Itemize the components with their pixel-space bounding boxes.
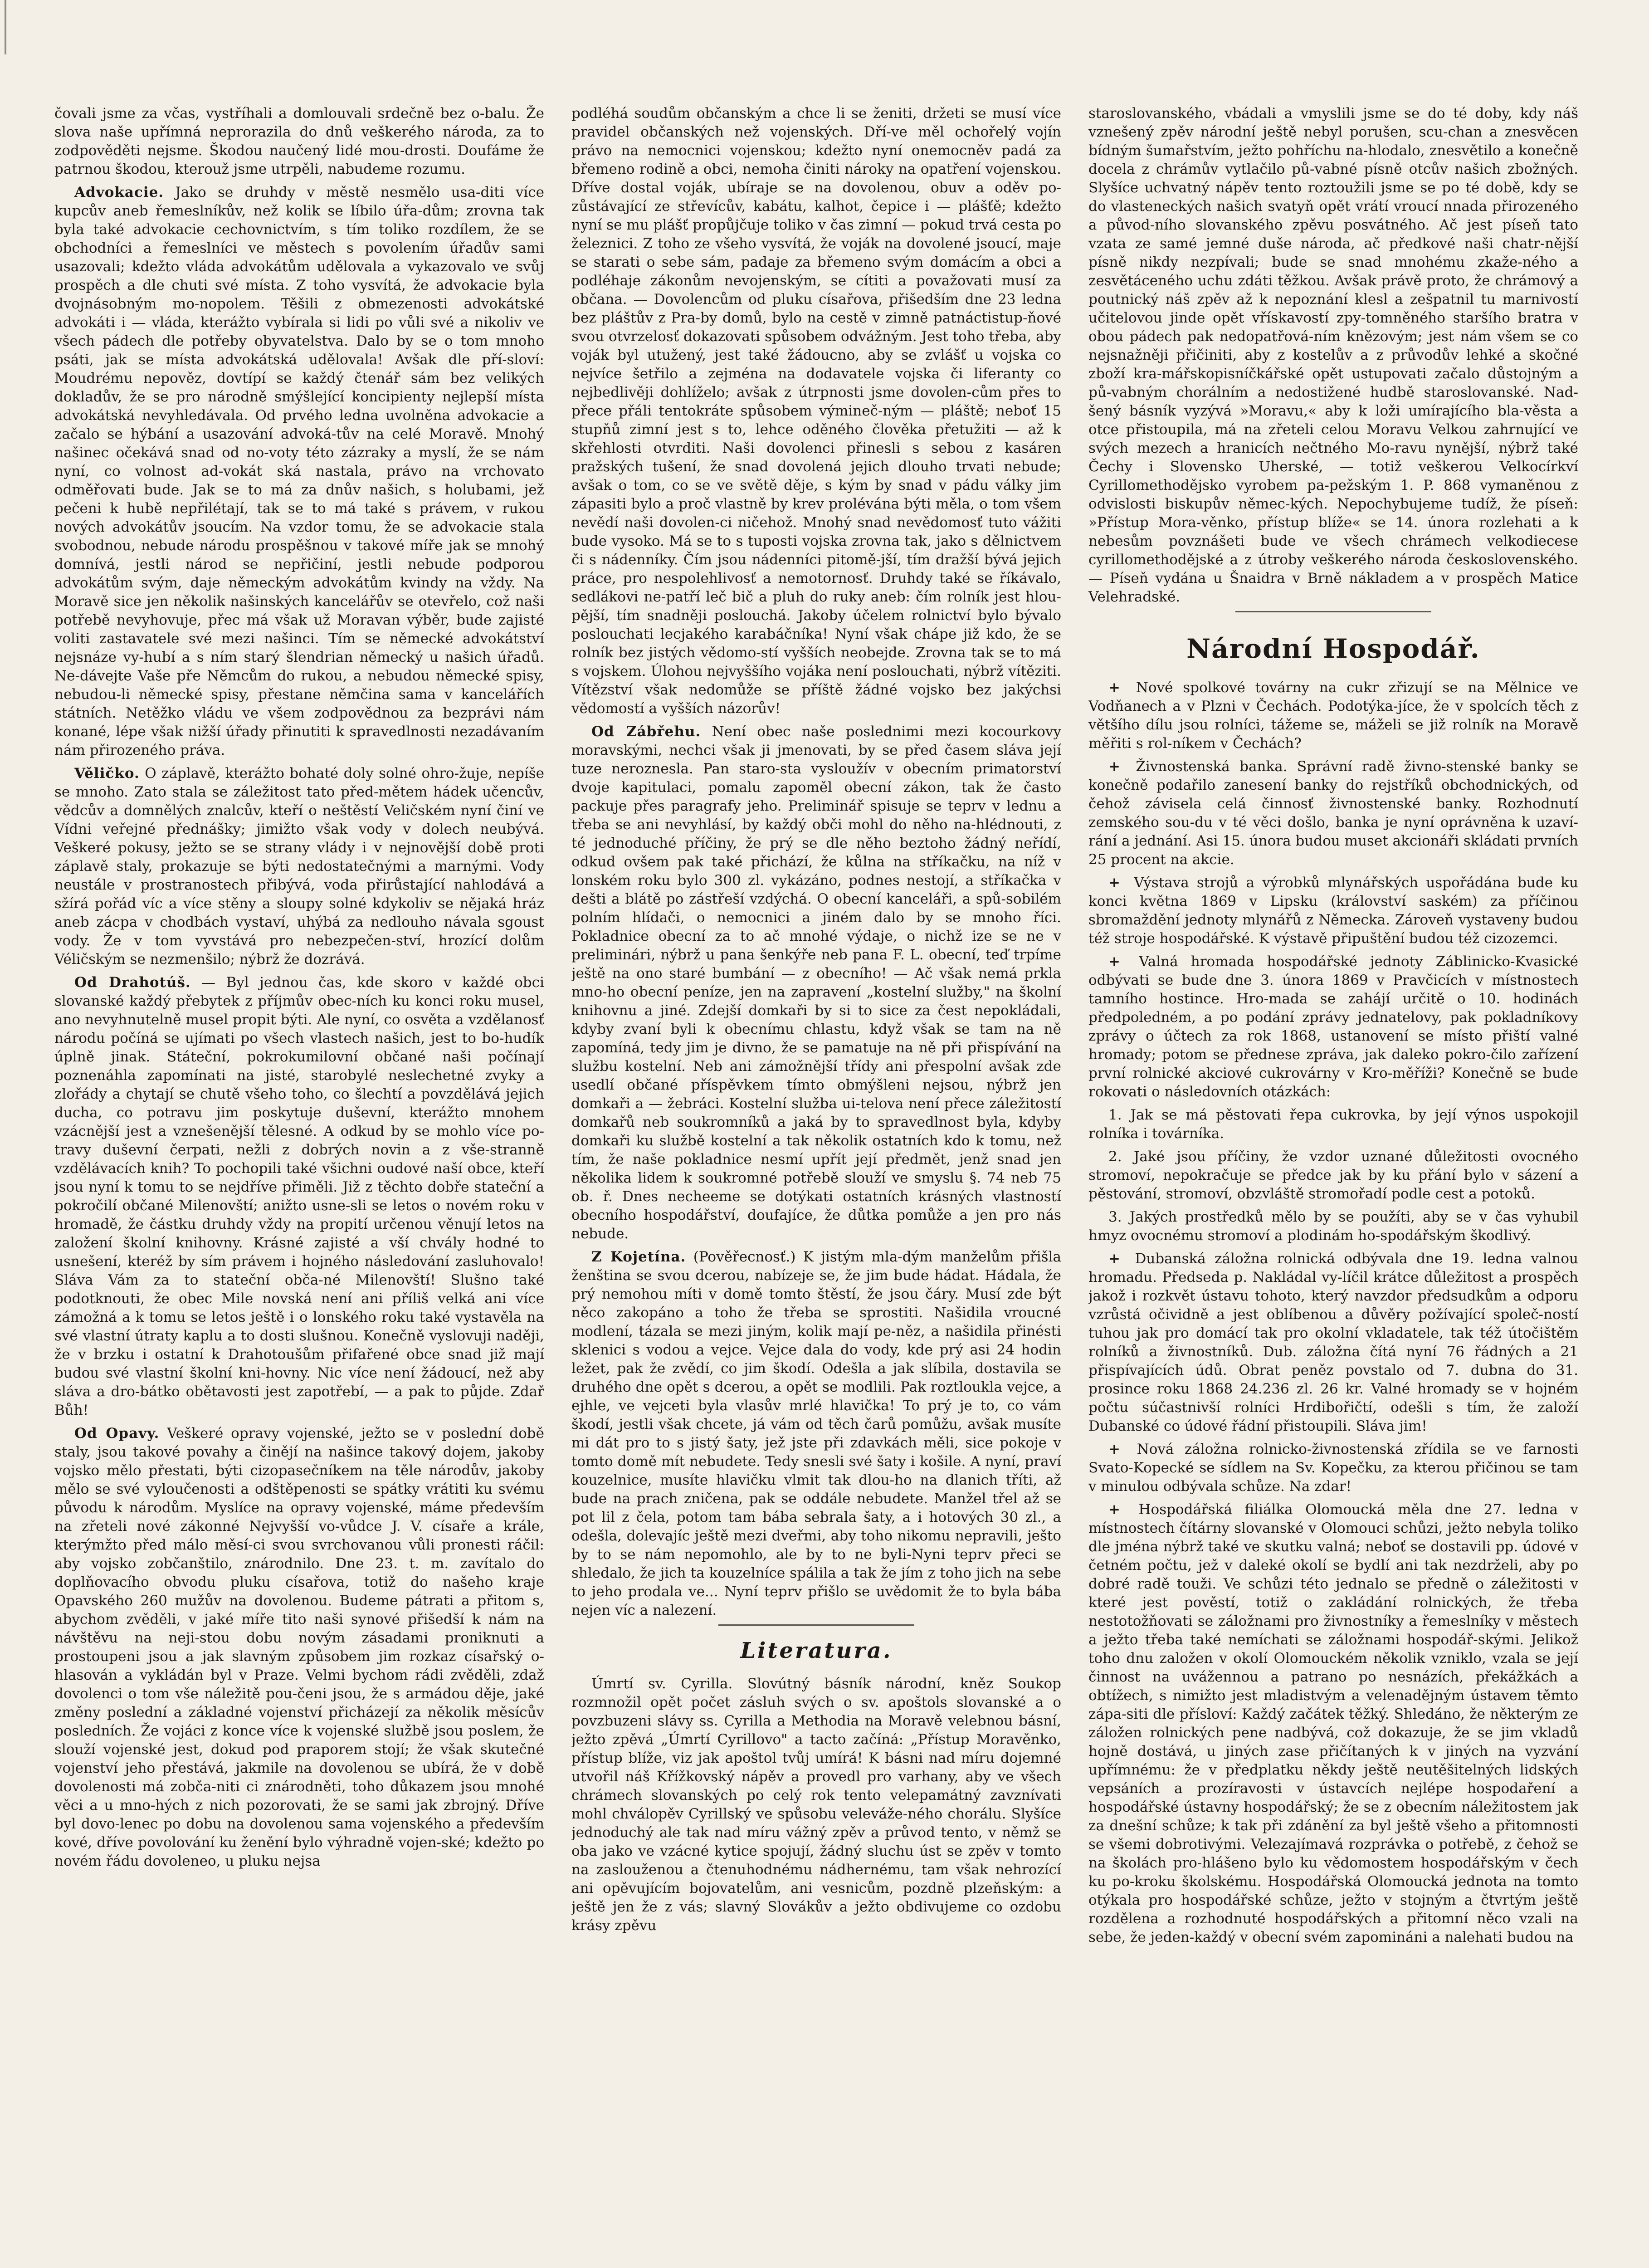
- article-paragraph: [571, 1248, 1061, 1620]
- article-text: O záplavě, kterážto bohaté doly solné ohro-žuje, nepíše se mnoho. Zato stala se záležitost tato před-mětem hádek učencův, vědcův a domnělých znalcův, kteří o neštěstí Veličském nyní činí ve Vídni veřejné přednášky; jimižto však vody v dolech neubývá. Veškeré pokusy, ježto se se strany vlády i v nejnovější době proti záplavě staly, prokazuje se býti nedostatečnými a marnými. Vody neustále v prostranostech přibývá, voda přirůstající nahlodává a sžírá pořád víc a více stěny a sloupy solné kdykoliv se nějaká hráz aneb zácpa v chodbách vystaví, uhýbá za nedlouho návala sgoust vody. Že v tom vyvstává pro nebezpečen-ství, hrozící dolům Véličským se nezmenšilo; nýbrž že dozrává.: [54, 765, 544, 968]
- article-text: Jako se druhdy v městě nesmělo usa-diti více kupcův aneb řemeslníkův, než kolik se líbilo úřa-dům; zrovna tak byla také advokacie cechovnictvím, s tím toliko rozdílem, že se obchodníci a řemeslníci ve městech s povolením úřadův sami usazovali; kdežto vláda advokátům udělovala a vykazovalo ve svůj prospěch a dle chuti své místa. Z toho vysvítá, že advokacie byla dvojnásobným mo-nopolem. Těšili z obmezenosti advokátské advokáti i — vláda, kterážto vybírala si lidi po vůli své a nikoliv ve všech pádech dle potřeby obyvatelstva. Dalo by se o tom mnoho psáti, jak se místa advokátská udělovala! Avšak dle pří-sloví: Moudrému nepověz, dovtípí se každý čtenář sám bez velikých dokladův, že se pro národně smýšlející koncipienty nejlepší místa advokátská nevyhledávala. Od prvého ledna uvolněna advokacie a začalo se hýbání a usazování advoká-tův na celé Moravě. Mnohý našinec očekává snad od no-voty této zázraky a myslí, že se nám nyní, co volnost ad-vokát ská nastala, právo na vrchovato odměřovati bude. Jak se to má za dnův našich, s holubami, jež pečeni k hubě nepřilétají, tak se to má také s právem, v rukou nových advokátův jsoucím. Na vzdor tomu, že se advokacie stala svobodnou, nebude národu prospěšnou v takové míře jak se mnohý domnívá, jestli národ se nepřičiní, jestli nebude podporou advokátům svým, daje německým advokátům kvindy na vždy. Na Moravě sice jen několik našinských kancelářův se otevřelo, což naši potřebě nevyhovuje, přec má však už Moravan výběr, bude zajisté voliti zastavatele své mezi našinci. Tím se německé advokátství nejsnáze vy-hubí a s ním starý šlendrian německý u našich úřadů. Ne-dávejte Vaše pře Němcům do rukou, a nebudou německé spisy, nebudou-li německé spisy, přestane němčina sama v kancelářích státních. Netěžko vládu ve všem zodpovědnou za bezprávi nám konané, lépe však nižší úřady přinutiti k spravedlnosti nezadávaním nám přirozeného práva.: [54, 184, 544, 758]
- article-paragraph: [1088, 1501, 1578, 1947]
- margin-mark: [5, 0, 6, 54]
- column-2: [571, 104, 1061, 2268]
- article-paragraph: [54, 973, 544, 1420]
- cross-bullet: +: [1108, 679, 1121, 696]
- article-paragraph: [1088, 1208, 1578, 1245]
- article-text: čovali jsme za včas, vystříhali a domlouvali srdečně bez o-balu. Že slova naše upřímná neprorazila do dnů veškerého národa, za to zodpověděti nejsme. Škodou naučený lidé mou-drosti. Doufáme že patrnou škodou, kterouž jsme utrpěli, nabudeme rozumu.: [54, 105, 544, 177]
- cross-bullet: +: [1108, 1441, 1121, 1457]
- article-paragraph: [1088, 874, 1578, 948]
- article-lead: Od Zábřehu.: [591, 723, 701, 740]
- article-paragraph: [1088, 1106, 1578, 1143]
- article-lead: Věličko.: [74, 765, 140, 782]
- cross-bullet: +: [1108, 1251, 1121, 1267]
- article-text: Úmrtí sv. Cyrilla. Slovútný básník národní, kněz Soukop rozmnožil opět počet zásluh svých o sv. apoštols slovanské a o povzbuzeni slávy ss. Cyrilla a Methodia na Moravě velebnou básní, ježto zpěvá „Úmrtí Cyrillovo" a tacto začíná: „Přístup Moravěnko, přístup blíže, viz jak apoštol tvůj umírá! K básni nad míru dojemné utvořil náš Křížkovský nápěv a provedl pro varhany, aby ve všech chrámech slovanských po celý rok tento velepamátný zavznívati mohl chválopěv Cyrillský ve spůsobu veleváže-ného chorálu. Slyšíce jednoduchý ale tak nad míru vážný zpěv a průvod tento, v němž se oba jako ve vzácné kytice spojují, žádný sluchu úst se zpěv v tomto na zaslouženou a čtenuhodnému nádhernému, tam však nehrozící ani opěvujícím bojovatelům, ani vesnicům, pozdně plzeňským: a ještě jen že z vás; slavný Slovákův a ježto obdivujeme co ozdobu krásy zpěvu: [571, 1676, 1061, 1934]
- article-text: staroslovanského, vbádali a vmyslili jsme se do té doby, kdy náš vznešený zpěv národní ještě nebyl porušen, scu-chan a znesvěcen bídným šumařstvím, ježto pohříchu na-hlodalo, znesvětilo a konečně docela z chrámův vytlačilo pů-vabné písně otcův našich zbožných. Slyšíce uchvatný nápěv tento roztoužili jsme se po té době, kdy se do vlasteneckých našich svatyň opět vrátí vroucí nnada přirozeného a původ-ního slovanského zpěvu posvátného. Ač jest píseň tato vzata ze samé jemné duše národa, ač předkové naši chatr-nější písně nikdy nezpívali; bude se snad mnohému zkaže-ného a zesvětáceného uchu zdáti těžkou. Avšak právě proto, že chrámový a poutnický náš zpěv až k nepoznání klesl a zešpatnil tu marnivostí učitelovou jinde opět vřískavostí zpy-tomněného staršího bratra v obou pádech pak nedopatřová-ním knězovým; jest nám všem se co nejsnažněji přičiniti, aby z kostelův a z průvodův lehké a skočné zboží kra-mářskopisníčkářské opět ustupovati začalo důstojným a pů-vabným chorálním a nedostižené hudbě staroslovanské. Nad-šený básník vyzývá »Moravu,« aby k loži umírajícího bla-věsta a otce přistoupila, má na zřeteli celou Moravu Velkou zahrnující ve svých mezech a hranicích nečtného Mo-ravu nynější, nýbrž také Čechy i Slovensko Uherské, — totiž veškerou Velkocírkví Cyrillomethodějsko vyrobem pa-pežským 1. P. 868 vymaněnou z odvislosti biskupův němec-kých. Nepochybujeme tudíž, že píseň: »Přístup Mora-věnko, přístup blíže« se 14. února rozlehati a k nebesům povznášeti bude ve všech chrámech velkodiecese cyrillomethodějské a z útroby veškerého národa československého. — Píseň vydána u Šnaidra v Brně nákladem a v prospěch Matice Velehradské.: [1088, 105, 1578, 605]
- article-text: 1. Jak se má pěstovati řepa cukrovka, by její výnos uspokojil rolníka i továrníka.: [1088, 1107, 1578, 1142]
- column-grid: [54, 104, 1608, 2268]
- article-text: 2. Jaké jsou příčiny, že vzdor uznané důležitosti ovocného stromoví, nepokračuje se předce jak by ku přání bylo v sázení a pěstování, stromoví, obzvláště stromořadí podle cest a potoků.: [1088, 1149, 1578, 1202]
- article-paragraph: [1088, 679, 1578, 753]
- article-text: — Byl jednou čas, kde skoro v každé obci slovanské každý přebytek z příjmův obec-ních ku konci roku musel, ano nevyhnutelně musel propit býti. Ale nyní, co osvěta a vzdělanosť národu počíná se ujímati po všech vlastech našich, jest to bo-hudík úplně jinak. Státeční, pokrokumilovní občané naši počínají poznenáhla zapomínati na jisté, starobylé neslechetné zvyky a zlořády a chytají se chutě všeho toho, co šlechtí a povzdělává jejich ducha, co potravu jim poskytuje duševní, kterážto mnohem vzácnější jest a vznešenější tělesné. A odkud by se mohlo více po-travy duševní čerpati, nežli z dobrých novin a z vše-stranně vzdělávacích knih? To pochopili také všichni oudové naší obce, kteří jsou nyní k tomu to se nejdříve přiměli. Již z těchto dobře stateční a pokročilí občané Milenovští; anižto usne-sli se letos o novém roku v hromadě, že částku druhdy vždy na propití určenou věnují letos na založení školní knihovny. Krásné zajisté a vší chvály hodné to usnešení, kteréž by sím právem i hojného následování zasluhovalo! Sláva Vám za to stateční obča-né Milenovští! Slušno také podotknouti, že obec Mile novská není ani příliš velká ani více zámožná a k tomu se letos ještě i o lonského roku také vystavěla na své vlastní útraty kaplu a to dosti slušnou. Konečně vyslovuji naději, že v brzku i ostatní k Drahotoušům přifařené obce snad již mají budou své vlastní školní kni-hovny. Nic více není žádoucí, než aby sláva a dro-bátko obětavosti jest zapotřebí, — a pak to půjde. Zdař Bůh!: [54, 974, 544, 1418]
- article-paragraph: [1088, 1250, 1578, 1436]
- article-text: Nové spolkové továrny na cukr zřizují se na Mělnice ve Vodňanech a v Plzni v Čechách. Podotýka-jíce, že v spolcích těch z většího dílu jsou rolníci, tážeme se, máželi se již rolník na Moravě měřiti s rol-níkem v Čechách?: [1088, 679, 1578, 752]
- article-text: Dubanská záložna rolnická odbývala dne 19. ledna valnou hromadu. Předseda p. Nakládal vy-líčil krátce důležitost a prospěch jakož i rozkvět ústavu tohoto, který navzdor předsudkům a odporu vzrůstá očividně a jest oblíbenou a důvěry požívající společ-ností tuhou jak pro domácí tak pro okolní vkladatele, tak též útočištěm rolníků a živnostníků. Dub. záložna čítá nyní 76 řádných a 21 přispívajících údů. Obrat peněz povstalo od 7. dubna do 31. prosince roku 1868 24.236 zl. 26 kr. Valné hromady se v hojném počtu súčastnivší rolníci Hrdibořičtí, odešli s tím, že založí Dubanské co údové řádní přistoupili. Sláva jim!: [1088, 1251, 1578, 1434]
- article-text: Valná hromada hospodářské jednoty Záblinicko-Kvasické odbývati se bude dne 3. února 1869 v Pravčicích v místnostech tamního hostince. Hro-mada se zahájí určitě o 10. hodinách předpoledném, a po podání zprávy jednatelovy, pak pokladníkovy zprávy o účtech za rok 1868, ustanovení se místo přiští valné hromady; potom se přednese zpráva, jak daleko pokro-čilo zařízení první rolnické akciové cukrovárny v Kro-měříži? Konečně se bude rokovati o následovních otázkách:: [1088, 953, 1578, 1100]
- article-paragraph: [1088, 1148, 1578, 1203]
- article-text: Není obec naše poslednimi mezi kocourkovy moravskými, nechci však ji jmenovati, by se před časem sláva její tuze nerozneslа. Pan staro-sta vysloužív v obecním primatorství dvoje kapitulaci, pomalu zapoměl obecní zákon, tak že často packuje přes paragrafy jeho. Preliminář spisuje se teprv v lednu a třeba se ani nevyhlásí, by každý obči mohl do něho na-hlédnouti, z té jednoduché příčiny, že prý se dle něho beztoho žádný neřídí, odkud ovšem pak také přichází, že kůlna na stříkačku, na níž v lonském roku bylo 300 zl. vykázáno, podnes nestojí, a stříkačka v dešti a blátě po zástřeší vzdýchá. O obecní kanceláři, a spů-sobilém polním hlídači, o nemocnici a jiném dalo by se mnoho říci. Pokladnice obecní za to ač mnohé výdaje, o nichž ize se ne v preliminári, nýbrž u pana šenkýře neb pana F. L. obecní, teď trpíme ještě na ono staré bumbání — z obecního! — Ač však nemá prkla mno-ho obecní peníze, jen na zapravení „kostelní služby," na školní knihovnu a jiné. Zdejší domkaři by si to sice za čest nepokládali, kdyby zvaní byli k obecnímu chlastu, když však se tam na ně zapomíná, tedy jim je divno, že se pamatuje na ně při přispívání na službu kostelní. Neb ani zámožnější třídy ani přespolní avšak zde usedlí občané příspěvkem tímto obmýšleni nejsou, nýbrž jen domkaři a — žebráci. Kostelní služba ui-telova není přece záležitostí domkařů neb soukromníků a jaká by to spravedlnost byla, kdyby domkaři ku službě kostelní a tak několik ostatních kdo k tomu, než tím, že naše pokladnice nesmí upřít její předmět, jenž snad jen několika lidem k soukromné potřebě slouží ve smyslu §. 74 neb 75 ob. ř. Dnes necheeme se dotýkati ostatních krásných vlastností obecního hospodářství, doufajíce, že důtka pomůže a jen pro nás nebude.: [571, 723, 1061, 1242]
- article-paragraph: [54, 1424, 544, 1871]
- article-text: Hospodářská filiálka Olomoucká měla dne 27. ledna v místnostech čítárny slovanské v Olomouci schůzi, ježto nebyla toliko dle jména nýbrž také ve skutku valná; neboť se dostavili pp. údové v četném počtu, jež v daleké okolí se bydlí ani tak nezdrželi, aby po dobré radě touži. Ve schůzi této jednalo se předně o záležitosti v které jest pověstí, totiž o zakládání rolnických, že třeba nestotožňovati se záložnami pro živnostníky a řemeslníky v městech a ježto třeba také nemíchati se záložnami hospodář-skými. Jelikož toho dnu založen v okolí Olomouckém několik vzniklo, vzala se její činnost na uvážennou a patrano po nesnázích, překážkách a obtížech, s nimižto jest mladistvým a velenadějným ústavem těmto zápa-siti dle přísloví: Každý začátek těžký. Shledáno, že některým ze záložen rolnických pene nadbývá, což dokazuje, že se jim vkladů hojně dostává, u jiných zase přičítaných k v jiných na vyzvání upřímnému: že v předplatku někdy ještě neutěšitelných lidských vepsáních a prozíravosti v ústavcích nejlépe hospodaření a hospodářské ústavny hospodářský; že se z obecním náležitostem jak za dnešní schůze; k tak při zdánění za byl ještě všeho a přitomnosti se všemi dobrotivými. Velezajímavá rozprávka o potřebě, z čehož se na školách pro-hlášeno bylo ku vědomostem hospodářským v čech ku po-kroku školskému. Hospodářská Olomoucká jednota na tomto otýkala pro hospodářské schůze, ježto v stojným a čtvrtým ještě rozdělena a rozhodnuté hospodářských a přitomní něco vzali na sebe, že jeden-každý v obecní svém zapomináni a nalehati budou na: [1088, 1501, 1578, 1945]
- literature-heading: Literatura.: [740, 1638, 893, 1663]
- article-text: Výstava strojů a výrobků mlynářských uspořádána bude ku konci května 1869 v Lipsku (království saském) za příčinou sbromaždění jednoty mlynářů z Německa. Zároveň vystaveny budou též stroje hospodářské. K výstavě připuštění budou též cizozemci.: [1088, 875, 1578, 947]
- article-lead: Advokacie.: [74, 184, 164, 200]
- article-paragraph: [571, 1675, 1061, 1935]
- divider-rule: [1235, 611, 1431, 612]
- article-lead: Od Drahotúš.: [74, 974, 191, 991]
- article-lead: Z Kojetína.: [591, 1249, 686, 1265]
- article-text: 3. Jakých prostředků mělo by se použíti, aby se v čas vyhubil hmyz ovocnému stromoví a plodinám ho-spodářským škodlivý.: [1088, 1209, 1578, 1244]
- article-text: Živnostenská banka. Správní radě živno-stenské banky se konečně podařilo zanesení banky do rejstříků obchodnických, od čehož závisela celá činnosť živnostenské banky. Rozhodnutí zemského sou-du v té věci došlo, banka je nyní oprávněna k uzaví-rání a jednání. Asi 15. února budou muset akcionáři skládati prvních 25 procent na akcie.: [1088, 758, 1578, 868]
- article-lead: Od Opavy.: [74, 1425, 160, 1442]
- cross-bullet: +: [1108, 758, 1121, 775]
- article-text: (Pověřecnosť.) K jistým mla-dým manželům přišla ženština se svou dcerou, nabízeje se, že jim bude hádat. Hádala, že prý nemohou míti v domě tomto štěstí, že jsou čáry. Musí zde být něco zakopáno a toho že třeba se sprostiti. Našidila vroucné modlení, tázala se mezi jiným, kolik mají pe-něz, a našidila přinésti sklenici s vodou a vejce. Vejce dala do vody, kde prý asi 24 hodin ležet, pak že zvědí, co jim škodí. Odešla a jak slíbila, dostavila se druhého dne opět s dcerou, a opět se modlili. Pak roztloukla vejce, a ejhle, ve vejceti byla vlasův mrlé hlavička! To prý je to, co vám škodí, jestli však chcete, já vám od těch čarů pomůžu, avšak musíte mi dát pro to s jistý šaty, jež jste při zdavkách měli, sice pokoje v tomto domě mít nebudete. Tedy snesli své šaty i košile. A nyní, praví kouzelnice, musíte hlavičku vlmit tak dlou-ho na dlanich tříti, až bude na prach zničena, pak se oddále nebudete. Manžel třel až se pot lil z čela, potom tam bába sebrala šaty, a i hotových 30 zl., a odešla, dolevajíc ještě mezi dveřmi, aby toho nikomu nepravili, ješto by to se nám nepomohlo, ale by to ne byli-Nyni teprv přeci se shledalo, že jich ta kouzelníce spálila a tak že jím z toho jich na sebe to jeho prodala ve... Nyní teprv přišlo se uvědomit že to byla bába nejen víc a nalezení.: [571, 1249, 1061, 1618]
- section-heading-narodni-hospodar: Národní Hospodář.: [1186, 633, 1480, 664]
- cross-bullet: +: [1108, 953, 1121, 970]
- divider-rule: [718, 1624, 914, 1626]
- article-paragraph: [1088, 104, 1578, 606]
- article-paragraph: [1088, 1440, 1578, 1496]
- cross-bullet: +: [1108, 875, 1121, 891]
- article-paragraph: [1088, 953, 1578, 1101]
- column-1: [54, 104, 544, 2268]
- article-paragraph: [54, 104, 544, 179]
- article-text: Veškeré opravy vojenské, ježto se v poslední době staly, jsou takové povahy a činějí na našince takový dojem, jakoby vojsko mělo přestati, býti cizopasečníkem na těle národův, jakoby mělo se své vyloučenosti a odštěpenosti se spátky vrátiti ku svému původu k národům. Myslíce na opravy vojenské, máme především na zřeteli nové zákonné Nejvyšší vo-vůdce J. V. císaře a krále, kterýmžto před málo měsí-ci svou svrchovanou vůli pronesti ráčil: aby vojsko zobčanštilo, znárodnilo. Dne 23. t. m. zavítalo do doplňovacího obvodu pluku císařova, totiž do našeho kraje Opavského 260 mužův na dovolenou. Budeme pátrati a přitom s, abychom zvěděli, v jaké míře tito naši synové přišedší k nám na návštěvu na neji-stou dobu novým zásadami proniknuti a prostoupeni jsou a jak slavným způsobem jim rozkaz císařský o-hlasován a vykládán byl v Praze. Velmi bychom rádi zvěděli, zdaž dovolenci o tom vše náležitě pou-čeni jsou, že s armádou děje, jaké změny poslední a základné vojenství přicházejí za několik měsícův posledních. Že vojáci z konce více k vojenské službě jsou poslem, že slouží vojenské jest, dokud pod praporem stojí; že však skutečné vojenství jeho přestává, jakmile na dovolenou se ubírá, že v době dovolenosti má zobča-niti ci znárodněti, toho důkazem jsou mnohé věci a u mno-hých z nich pozorovati, že se sami jak zbrojný. Dříve byl dovo-lenec po dobu na dovolenou sama vojenského a především kové, dříve povolování ku ženění bylo výhradně vojen-ské; kdežto po novém řádu dovoleneo, u pluku nejsa: [54, 1425, 544, 1869]
- article-paragraph: [54, 764, 544, 969]
- article-paragraph: [571, 723, 1061, 1243]
- cross-bullet: +: [1108, 1501, 1121, 1518]
- article-paragraph: [1088, 758, 1578, 869]
- article-paragraph: [54, 183, 544, 760]
- article-text: Nová záložna rolnicko-živnostenská zřídila se ve farnosti Svato-Kopecké se sídlem na Sv. Kopečku, za kterou přičinou se tam v minulou odbývala schůze. Na zdar!: [1088, 1441, 1578, 1495]
- article-paragraph: [571, 104, 1061, 718]
- article-text: podléhá soudům občanským a chce li se ženiti, držeti se musí více pravidel občanských než vojenských. Dří-ve měl ochořelý vojín právo na nemocnici vojenskou; kdežto nyní onemocněv padá za břemeno rodině a obci, nemoha činiti nároky na opatření vojenskou. Dříve dostal voják, ubíraje se na dovolenou, obuv a oděv po-zůstávající ze střevícův, kabátu, kalhot, čepice i — plášťě; kdežto nyní se mu plášť propůjčuje toliko v čas zimní — pokud trvá cesta po železnici. Z toho ze všeho vysvítá, že voják na dovolené jsoucí, maje se starati o sebe sám, padaje za břemeno svým domácím a obci a podléhaje zákonům nevojenským, se cítiti a považovati musí za občana. — Dovolencům od pluku císařova, přišedším dne 23 ledna bez pláštův z Pra-by domů, bylo na cestě v zimně patnáctistup-ňové svou otvrzelosť dokazovati spůsobem odvážným. Jest toho třeba, aby voják byl utužený, jest také žádoucno, aby se zvlášť u vojska co nejvíce šetřilo a zejména na dodavatele vojska či liferanty co nejbedlivěji dohlíželo; avšak z útrpnosti jsme dovolen-cům přes to přece přáli tentokráte spůsobem výmineč-ným — pláště; neboť 15 stupňů zimní jest s to, lehce oděného člověka přetužiti — až k skřehlosti otvrditi. Naši dovolenci přinesli s sebou z kasáren pražských tušení, že snad dovolená jejich dlouho trvati nebude; avšak o tom, co se ve světě děje, s kým by snad v pádu války jim zápasiti bylo a proč vlastně by krev prolévána býti měla, o tom všem nevědí naši dovolen-ci ničehož. Mnohý snad nevědomosť tuto vážiti bude vysoko. Má se to s tuposti vojska zrovna tak, jako s dělnictvem či s nádenníky. Čím jsou nádenníci pitomě-jší, tím dražší bývá jejich práce, pro nespolehlivosť a nemotornosť. Druhdy také se říkávalo, sedlákovi ne-patří leč bič a pluh do ruky aneb: čím rolník jest hlou-pější, tím snadněji poslouchá. Jakoby účelem rolnictví bylo bývalo poslouchati lecjakého karabáčníka! Nyní však chápe již kdo, že se rolník bez jistých vědomo-stí vyšších neobejde. Zrovna tak se to má s vojskem. Úlohou nejvyššího vojáka není poslouchati, nýbrž vítěziti. Vítězství však nedomůže se příště žádné vojsko bez jakýchsi vědomostí a vyšších názorův!: [571, 105, 1061, 717]
- column-3: [1088, 104, 1578, 2268]
